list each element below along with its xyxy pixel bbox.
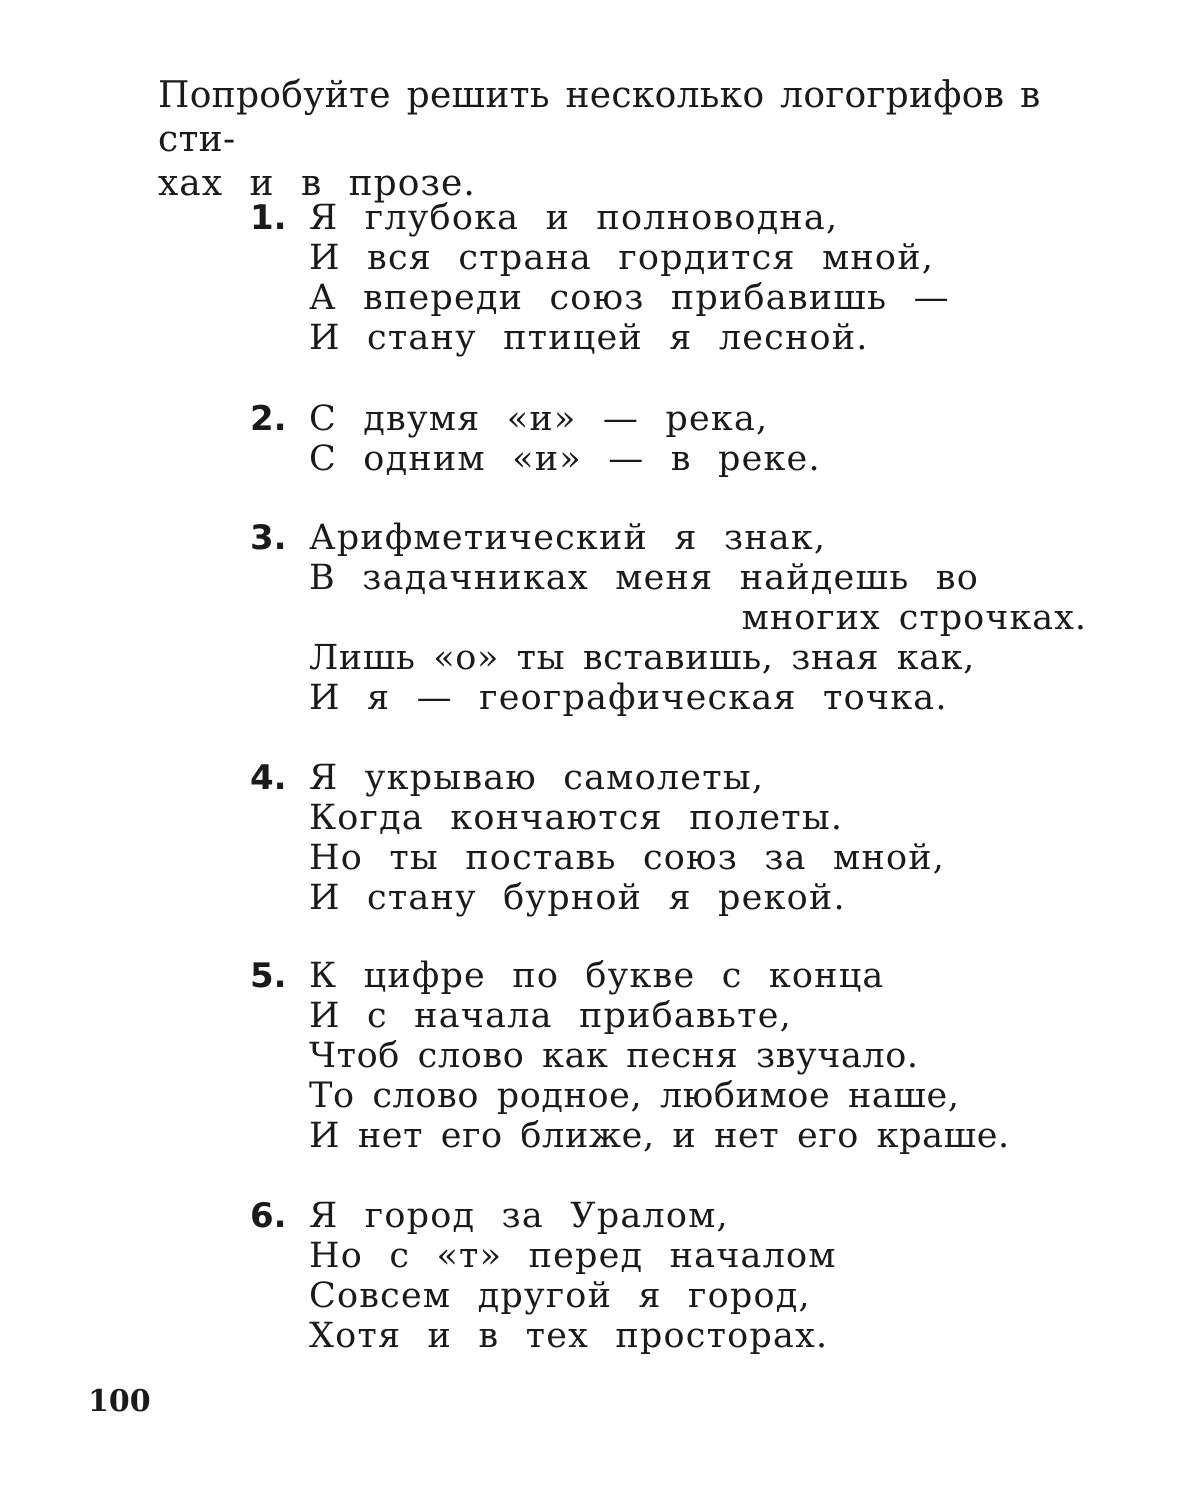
riddle-number: 5. [250,956,287,996]
verse-line: Арифметический я знак, [309,518,827,558]
verse-line: Лишь «о» ты вставишь, зная как, [309,638,975,678]
verse-line: Я укрываю самолеты, [309,758,765,798]
verse-line: Но с «т» перед началом [309,1236,837,1276]
verse-line: Я город за Уралом, [309,1196,729,1236]
verse-line: И стану бурной я рекой. [309,878,846,918]
verse-line: К цифре по букве с конца [309,956,885,996]
intro-line-2: хах и в прозе. [158,163,476,204]
page-number: 100 [88,1384,151,1419]
verse-line: То слово родное, любимое наше, [309,1076,960,1116]
riddle-number: 6. [250,1196,287,1236]
verse-line-continuation: многих строчках. [741,598,1087,638]
verse-line: И нет его ближе, и нет его краше. [309,1116,1010,1156]
verse-line: Чтоб слово как песня звучало. [309,1036,919,1076]
riddle-number: 3. [250,518,287,558]
riddle-number: 2. [250,399,287,439]
riddle-verse [309,399,1109,479]
verse-line: Я глубока и полноводна, [309,198,839,238]
verse-line: И стану птицей я лесной. [309,318,869,358]
riddle-verse [309,518,1109,718]
verse-line: И с начала прибавьте, [309,996,792,1036]
riddle-verse [309,198,1109,358]
verse-line: Когда кончаются полеты. [309,798,844,838]
riddle-verse [309,758,1109,918]
riddle-number: 4. [250,758,287,798]
verse-line: А впереди союз прибавишь — [309,278,950,318]
verse-line: Но ты поставь союз за мной, [309,838,946,878]
verse-line: Хотя и в тех просторах. [309,1316,829,1356]
riddle-verse [309,1196,1109,1356]
intro-line-1: Попробуйте решить несколько логогрифов в сти- [158,75,1041,160]
verse-line: И вся страна гордится мной, [309,238,935,278]
riddle-number: 1. [250,198,287,238]
verse-line: И я — географическая точка. [309,678,948,718]
intro-paragraph [158,74,1108,206]
verse-line: С двумя «и» — река, [309,399,769,439]
verse-line: Совсем другой я город, [309,1276,811,1316]
verse-line: С одним «и» — в реке. [309,439,821,479]
riddle-verse [309,956,1109,1156]
verse-line: В задачниках меня найдешь во [309,558,979,598]
